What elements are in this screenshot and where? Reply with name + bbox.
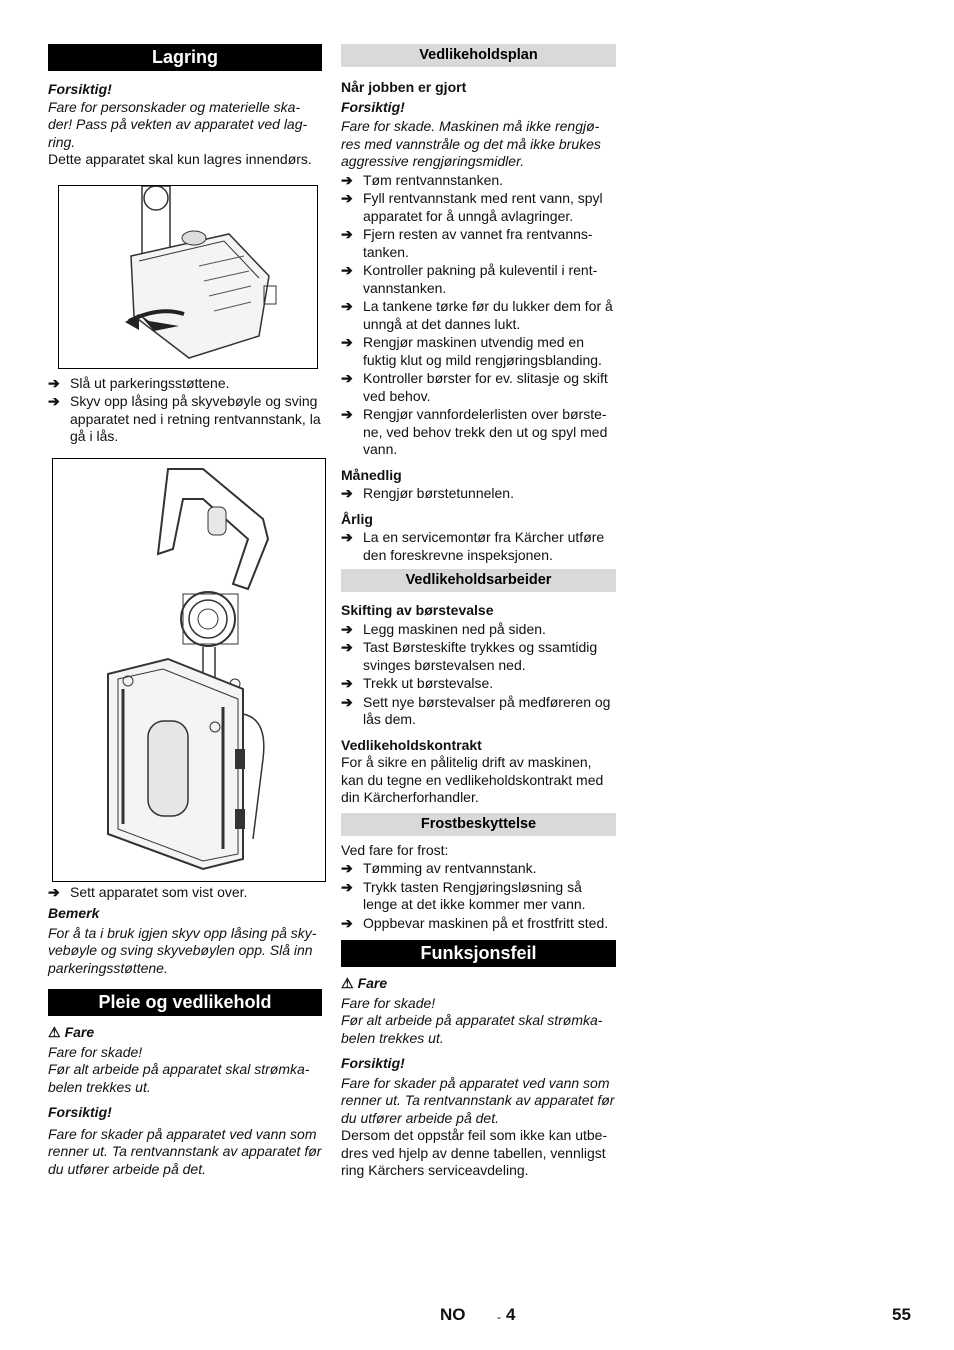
list-item: ➔ Fjern resten av vannet fra rentvanns-tanken. xyxy=(341,226,593,260)
section-title-vedlikeholdsarbeider: Vedlikeholdsarbeider xyxy=(341,569,616,592)
caution-label: Forsiktig! xyxy=(48,81,112,97)
list-item: ➔ La en servicemontør fra Kärcher utføre den foreskrevne inspeksjonen. xyxy=(341,529,605,563)
subheading-monthly: Månedlig xyxy=(341,466,402,483)
right-column xyxy=(341,44,616,1180)
section-title-lagring: Lagring xyxy=(48,44,322,71)
arrow-right-icon: ➔ xyxy=(341,298,353,314)
list-item: ➔ Sett apparatet som vist over. xyxy=(48,883,248,900)
caution-text: Fare for personskader og materielle ska-der! Pass på vekten av apparatet ved lag-ring. xyxy=(48,98,308,150)
caution-label: Forsiktig! xyxy=(48,1104,112,1120)
arrow-right-icon: ➔ xyxy=(341,860,353,876)
arrow-right-icon: ➔ xyxy=(341,190,353,206)
warning-triangle-icon: ⚠ xyxy=(48,1024,61,1040)
arrow-right-icon: ➔ xyxy=(48,393,60,409)
danger-text-1: Fare for skade! xyxy=(341,994,436,1011)
page-footer xyxy=(0,1306,954,1328)
subheading-maintenance-contract: Vedlikeholdskontrakt xyxy=(341,736,482,753)
steps-yearly xyxy=(341,529,616,564)
arrow-right-icon: ➔ xyxy=(341,675,353,691)
danger-text-2: Før alt arbeide på apparatet skal strømka-belen trekkes ut. xyxy=(341,1012,603,1046)
subheading-brush-change: Skifting av børstevalse xyxy=(341,602,494,618)
storage-text: Dette apparatet skal kun lagres innendørs. xyxy=(48,151,312,167)
caution-text: Fare for skader på apparatet ved vann som renner ut. Ta rentvannstank av apparatet før du utfører arbeide på det. xyxy=(48,1125,322,1177)
frost-intro: Ved fare for frost: xyxy=(341,841,449,858)
steps-list-2 xyxy=(48,884,322,902)
list-item: ➔ Trykk tasten Rengjøringsløsning så lenge at det ikke kommer mer vann. xyxy=(341,878,586,912)
arrow-right-icon: ➔ xyxy=(341,529,353,545)
arrow-right-icon: ➔ xyxy=(341,639,353,655)
arrow-right-icon: ➔ xyxy=(341,620,353,637)
list-item: ➔ Legg maskinen ned på siden. xyxy=(341,620,546,637)
list-item: ➔ Tømming av rentvannstank. xyxy=(341,860,537,876)
caution-label: Forsiktig! xyxy=(341,98,405,115)
steps-after-job xyxy=(341,172,616,459)
list-item: ➔ Sett nye børstevalser på medføreren og lås dem. xyxy=(341,693,611,727)
danger-text-2: Før alt arbeide på apparatet skal strømka-belen trekkes ut. xyxy=(48,1061,310,1095)
list-item: ➔ Kontroller børster for ev. slitasje og skift ved behov. xyxy=(341,370,608,404)
subheading-after-job: Når jobben er gjort xyxy=(341,79,467,95)
arrow-right-icon: ➔ xyxy=(341,878,353,895)
arrow-right-icon: ➔ xyxy=(341,485,353,501)
list-item: ➔ Fyll rentvannstank med rent vann, spyl apparatet for å unngå avlagringer. xyxy=(341,190,603,224)
arrow-right-icon: ➔ xyxy=(341,334,353,350)
arrow-right-icon: ➔ xyxy=(341,406,353,422)
list-item: ➔ Rengjør vannfordelerlisten over børste-ne, ved behov trekk den ut og spyl med vann. xyxy=(341,406,608,457)
list-item: ➔ Oppbevar maskinen på et frostfritt sted. xyxy=(341,914,609,931)
list-item: ➔ Kontroller pakning på kuleventil i rent-vannstanken. xyxy=(341,262,598,296)
list-item: ➔ Tøm rentvannstanken. xyxy=(341,171,504,188)
service-text: Dersom det oppstår feil som ikke kan utbe-dres ved hjelp av denne tabellen, vennligst ring Kärchers serviceavdeling. xyxy=(341,1127,608,1178)
section-title-pleie: Pleie og vedlikehold xyxy=(48,989,322,1016)
illustration-machine-parked xyxy=(59,186,317,368)
list-item: ➔ Rengjør børstetunnelen. xyxy=(341,485,514,501)
section-title-frostbeskyttelse: Frostbeskyttelse xyxy=(341,813,616,836)
danger-heading: ⚠ Fare xyxy=(48,1024,95,1040)
caution-text: Fare for skader på apparatet ved vann som renner ut. Ta rentvannstank av apparatet før du utfører arbeide på det. xyxy=(341,1074,615,1126)
arrow-right-icon: ➔ xyxy=(341,171,353,188)
list-item: ➔ La tankene tørke før du lukker dem for å unngå at det dannes lukt. xyxy=(341,298,613,332)
arrow-right-icon: ➔ xyxy=(341,262,353,278)
steps-monthly xyxy=(341,485,616,503)
arrow-right-icon: ➔ xyxy=(341,226,353,242)
caution-text: Fare for skade. Maskinen må ikke rengjø-res med vannstråle og det må ikke brukes aggressive rengjøringsmidler. xyxy=(341,118,601,169)
list-item: ➔ Slå ut parkeringsstøttene. xyxy=(48,374,230,391)
section-title-funksjonsfeil: Funksjonsfeil xyxy=(341,940,616,967)
arrow-right-icon: ➔ xyxy=(341,370,353,386)
illustration-machine-upright xyxy=(53,459,325,881)
steps-brush-change xyxy=(341,621,616,729)
danger-text-1: Fare for skade! xyxy=(48,1043,143,1060)
footer-dash: - xyxy=(497,1310,501,1324)
danger-heading: ⚠ Fare xyxy=(341,975,388,991)
steps-list-1 xyxy=(48,375,322,446)
subheading-yearly: Årlig xyxy=(341,510,373,527)
arrow-right-icon: ➔ xyxy=(48,374,60,391)
contract-text: For å sikre en pålitelig drift av maskinen, kan du tegne en vedlikeholdskontrakt med din Kärcherforhandler. xyxy=(341,754,604,805)
left-column xyxy=(48,44,322,1178)
list-item: ➔ Tast Børsteskifte trykkes og ssamtidig svinges børstevalsen ned. xyxy=(341,639,598,673)
arrow-right-icon: ➔ xyxy=(48,883,60,900)
local-page-number: 4 xyxy=(506,1305,516,1324)
language-code: NO xyxy=(440,1305,466,1324)
note-label: Bemerk xyxy=(48,905,100,921)
warning-triangle-icon: ⚠ xyxy=(341,975,354,991)
list-item: ➔ Skyv opp låsing på skyvebøyle og sving apparatet ned i retning rentvannstank, la gå i lås. xyxy=(48,393,321,444)
arrow-right-icon: ➔ xyxy=(341,693,353,710)
figure-storage-top xyxy=(58,185,318,369)
caution-label: Forsiktig! xyxy=(341,1055,405,1071)
steps-frost xyxy=(341,860,616,932)
arrow-right-icon: ➔ xyxy=(341,914,353,931)
section-title-vedlikeholdsplan: Vedlikeholdsplan xyxy=(341,44,616,67)
note-text: For å ta i bruk igjen skyv opp låsing på sky-vebøyle og sving skyvebøylen opp. Slå inn parkeringsstøttene. xyxy=(48,924,317,976)
list-item: ➔ Trekk ut børstevalse. xyxy=(341,675,494,691)
page-number: 55 xyxy=(892,1305,911,1324)
list-item: ➔ Rengjør maskinen utvendig med en fuktig klut og mild rengjøringsblanding. xyxy=(341,334,602,368)
figure-storage-bottom xyxy=(52,458,326,882)
